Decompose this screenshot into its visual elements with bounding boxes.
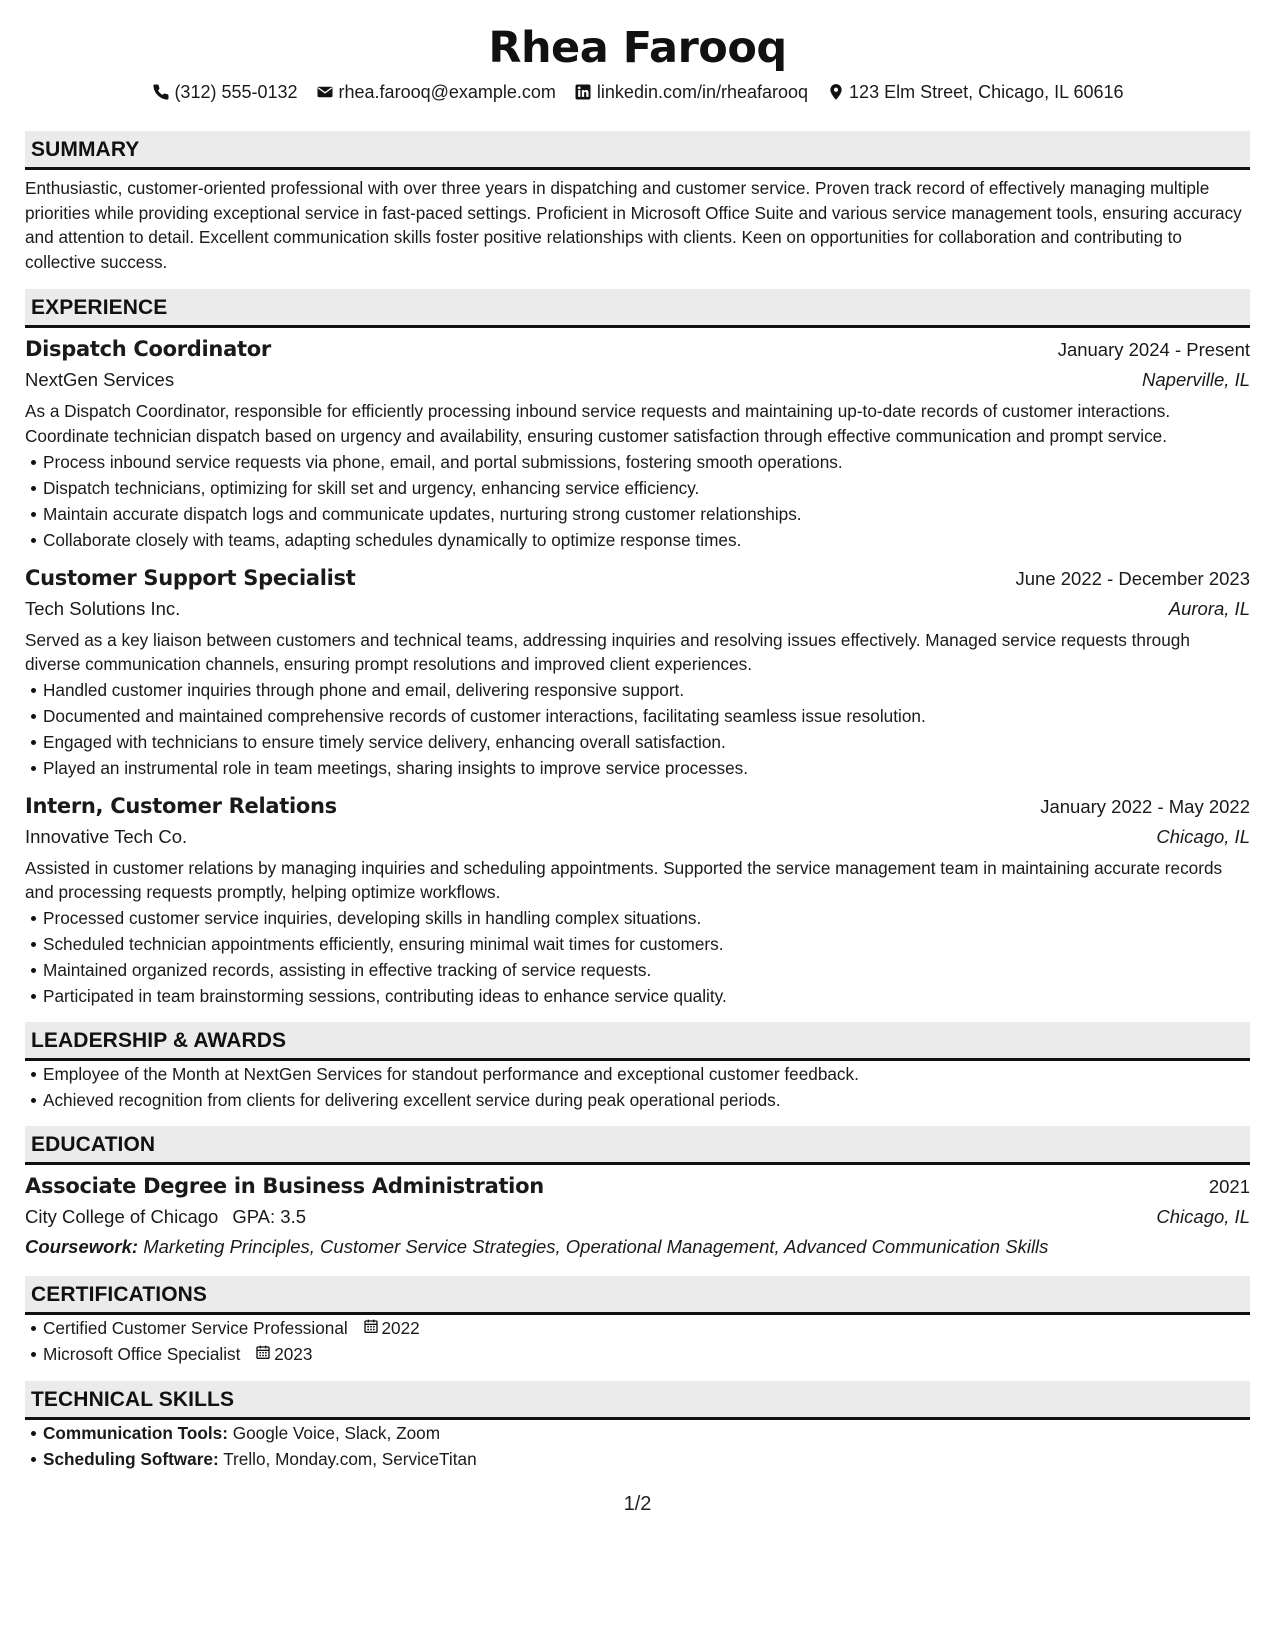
job-bullet: Engaged with technicians to ensure timely service delivery, enhancing overall satisfaction.	[43, 729, 1250, 755]
skill-label: Scheduling Software:	[43, 1448, 219, 1469]
job-bullet: Maintained organized records, assisting in effective tracking of service requests.	[43, 957, 1250, 983]
graduation-year: 2021	[1208, 1175, 1250, 1197]
job-bullet: Participated in team brainstorming sessions, contributing ideas to enhance service quality.	[43, 983, 1250, 1009]
gpa: GPA: 3.5	[232, 1205, 307, 1227]
job-entry	[25, 791, 1250, 1009]
job-bullets	[25, 905, 1250, 1009]
job-bullet: Maintain accurate dispatch logs and communicate updates, nurturing strong customer relationships.	[43, 501, 1250, 527]
job-description: Assisted in customer relations by managing inquiries and scheduling appointments. Supported the service management team in maintaining accurate records and processing requests promptly, helping optimize workflows.	[25, 857, 1223, 903]
candidate-name: Rhea Farooq	[488, 23, 787, 73]
degree-title: Associate Degree in Business Administration	[25, 1173, 544, 1198]
envelope-icon	[316, 83, 335, 102]
coursework-label: Coursework:	[25, 1235, 139, 1257]
job-entry	[25, 334, 1250, 552]
contact-phone[interactable]	[151, 79, 297, 105]
phone-icon	[151, 83, 170, 102]
job-company: Innovative Tech Co.	[25, 825, 188, 847]
job-bullet: Played an instrumental role in team meetings, sharing insights to improve service processes.	[43, 755, 1250, 781]
coursework-list: Marketing Principles, Customer Service Strategies, Operational Management, Advanced Communication Skills	[143, 1235, 1049, 1257]
section-heading-experience: EXPERIENCE	[25, 289, 1250, 328]
summary-text: Enthusiastic, customer-oriented professional with over three years in dispatching and customer service. Proven track record of effectively managing multiple priorities while providing exceptional service in fast-paced settings. Proficient in Microsoft Office Suite and various service management tools, ensuring accuracy and attention to detail. Excellent communication skills foster positive relationships with clients. Keen on opportunities for collaboration and contributing to collective success.	[25, 178, 1242, 272]
calendar-icon	[363, 1315, 379, 1341]
job-bullet: Collaborate closely with teams, adapting schedules dynamically to optimize response times.	[43, 527, 1250, 553]
job-location: Aurora, IL	[1168, 597, 1250, 619]
skills-list	[25, 1420, 1250, 1472]
section-heading-education: EDUCATION	[25, 1126, 1250, 1165]
skill-value: Google Voice, Slack, Zoom	[232, 1422, 441, 1443]
school-name: City College of Chicago	[25, 1205, 219, 1227]
linkedin-icon	[574, 83, 593, 102]
leadership-item: Employee of the Month at NextGen Services for standout performance and exceptional customer feedback.	[43, 1061, 1250, 1087]
job-dates: June 2022 - December 2023	[1015, 567, 1250, 589]
job-bullet: Handled customer inquiries through phone and email, delivering responsive support.	[43, 677, 1250, 703]
linkedin-text: linkedin.com/in/rheafarooq	[596, 82, 809, 102]
job-bullet: Scheduled technician appointments efficiently, ensuring minimal wait times for customers.	[43, 931, 1250, 957]
certification-name: Certified Customer Service Professional	[43, 1317, 348, 1338]
job-bullet: Processed customer service inquiries, developing skills in handling complex situations.	[43, 905, 1250, 931]
section-heading-technical-skills: TECHNICAL SKILLS	[25, 1381, 1250, 1420]
job-bullet: Dispatch technicians, optimizing for skill set and urgency, enhancing service efficiency.	[43, 475, 1250, 501]
job-title: Intern, Customer Relations	[25, 793, 337, 818]
email-text: rhea.farooq@example.com	[338, 82, 556, 102]
section-heading-leadership: LEADERSHIP & AWARDS	[25, 1022, 1250, 1061]
calendar-icon	[255, 1341, 271, 1367]
job-description: Served as a key liaison between customers and technical teams, addressing inquiries and resolving issues effectively. Managed service requests through diverse communication channels, ensuring prompt resolutions and improved client experiences.	[25, 629, 1190, 675]
skill-value: Trello, Monday.com, ServiceTitan	[223, 1448, 477, 1469]
job-company: NextGen Services	[25, 369, 175, 391]
skill-item	[43, 1420, 1250, 1446]
skill-label: Communication Tools:	[43, 1422, 228, 1443]
section-heading-certifications: CERTIFICATIONS	[25, 1276, 1250, 1315]
page-number: 1/2	[623, 1493, 652, 1515]
job-dates: January 2024 - Present	[1057, 339, 1250, 361]
job-location: Naperville, IL	[1142, 369, 1250, 391]
job-bullets	[25, 449, 1250, 553]
job-entry	[25, 563, 1250, 781]
school-location: Chicago, IL	[1156, 1205, 1250, 1227]
coursework	[25, 1232, 1250, 1262]
section-heading-summary: SUMMARY	[25, 131, 1250, 170]
contact-linkedin[interactable]	[574, 79, 808, 105]
certification-name: Microsoft Office Specialist	[43, 1343, 241, 1364]
job-company: Tech Solutions Inc.	[25, 597, 181, 619]
map-pin-icon	[826, 83, 845, 102]
job-title: Dispatch Coordinator	[25, 337, 271, 362]
job-location: Chicago, IL	[1156, 825, 1250, 847]
skill-item	[43, 1446, 1250, 1472]
school-info	[25, 1202, 306, 1232]
phone-text: (312) 555-0132	[174, 82, 298, 102]
certification-year: 2022	[381, 1317, 420, 1338]
certification-item	[43, 1315, 1250, 1341]
certification-list	[25, 1315, 1250, 1367]
certification-item	[43, 1341, 1250, 1367]
leadership-list	[25, 1061, 1250, 1113]
address-text: 123 Elm Street, Chicago, IL 60616	[849, 82, 1124, 102]
job-bullet: Documented and maintained comprehensive records of customer interactions, facilitating seamless issue resolution.	[43, 703, 1250, 729]
job-bullet: Process inbound service requests via phone, email, and portal submissions, fostering smooth operations.	[43, 449, 1250, 475]
contact-bar	[25, 79, 1250, 105]
job-dates: January 2022 - May 2022	[1040, 795, 1250, 817]
job-bullets	[25, 677, 1250, 781]
education-entry	[25, 1171, 1250, 1262]
job-title: Customer Support Specialist	[25, 565, 356, 590]
contact-address	[826, 79, 1124, 105]
leadership-item: Achieved recognition from clients for delivering excellent service during peak operational periods.	[43, 1087, 1250, 1113]
certification-year: 2023	[274, 1343, 313, 1364]
resume-page	[25, 20, 1250, 1472]
contact-email[interactable]	[316, 79, 556, 105]
job-description: As a Dispatch Coordinator, responsible for efficiently processing inbound service requests and maintaining up-to-date records of customer interactions. Coordinate technician dispatch based on urgency and availability, ensuring customer satisfaction through effective communication and prompt service.	[25, 401, 1171, 446]
